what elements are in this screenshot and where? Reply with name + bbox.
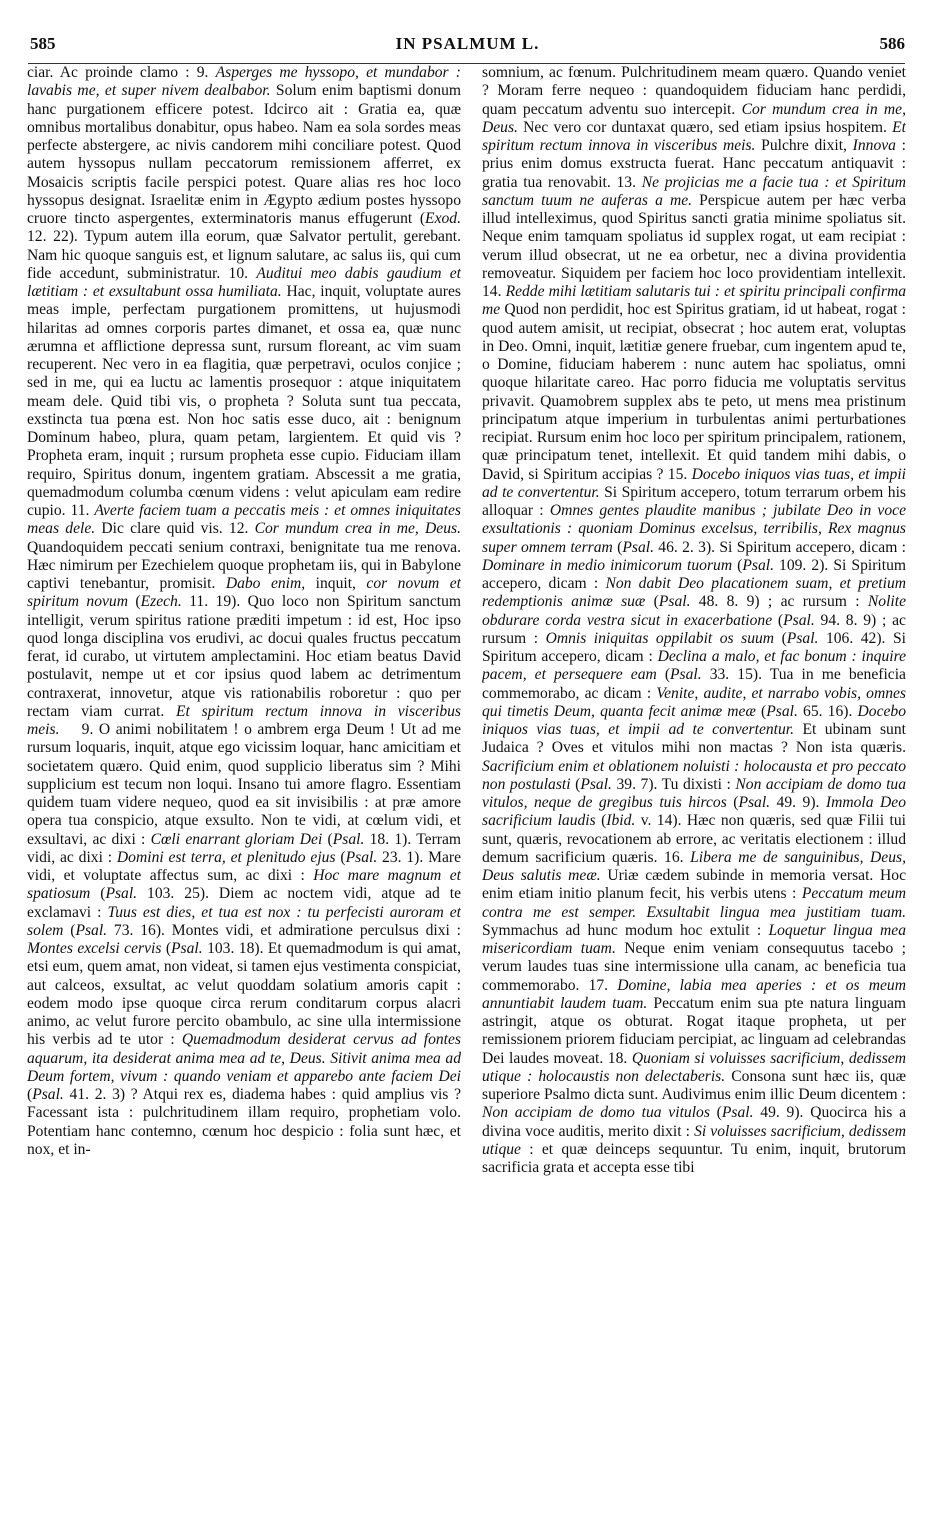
italic-text-segment: Cœli enarrant gloriam Dei [150,830,323,848]
text-segment: 49. 9). Quocirca his a divina voce auditis, merito dixit : [482,1104,906,1140]
text-segment: Neque enim veniam consequutus tacebo ; verum laudes tuas sine intermissione ulla canam, ac beneficia tua commemorabo. 17. [482,940,906,994]
text-segment: Et ubinam sunt Judaica ? Oves et vitulos mihi non mactas ? Non ista quæris. [482,721,906,757]
italic-text-segment: Hoc mare magnum et spatiosum [27,867,461,903]
text-segment: Si Spiritum accepero, totum terrarum orbem his alloquar : [482,483,906,519]
text-segment: 73. 16). Montes vidi, et admiratione perculsus dixi : [107,921,461,939]
italic-text-segment: Docebo iniquos vias tuas, et impii ad te convertentur. [482,465,906,501]
text-segment: 94. 8. 9) ; ac rursum : [482,611,906,647]
italic-text-segment: Psal. [332,830,365,848]
italic-text-segment: Psal. [75,921,108,939]
text-segment: ( [27,1086,33,1103]
text-segment: ( [322,830,333,848]
text-segment: Nec vero cor duntaxat quæro, sed etiam ipsius hospitem. [517,118,893,136]
text-segment: ( [161,940,172,957]
italic-text-segment: Psal. [658,593,691,611]
text-segment: Dic clare quid vis. 12. [95,520,255,538]
text-segment: 103. 18). Et quemadmodum is qui amat, etsi eum, quem amat, non videat, si tamen ejus vestimenta conspiciat, aut calceos, exsultat, ac velut quoddam solatium amoris capit : eodem modo ipse quoque circa rerum conditarum corpus alacri animo, ac velut furore percito obambulo, ac sine ulla intermissione his verbis ad te utor : [27,940,461,1049]
text-segment: Pulchre dixit, [755,137,853,154]
text-segment: 48. 8. 9) ; ac rursum : [690,593,868,611]
italic-text-segment: Cor mundum crea in me, Deus. [254,520,461,538]
italic-text-segment: Et spiritum rectum innova in visceribus meis. [27,702,461,738]
page-header [30,34,905,60]
text-segment: ( [645,593,659,611]
italic-text-segment: Nolite obdurare corda vestra sicut in exacerbatione [482,593,906,629]
running-title: IN PSALMUM L. [395,34,540,53]
text-segment: Quandoquidem peccati senium contraxi, benignitate tua me renova. Hæc nimirum per Ezechielem quoque prophetam iis, qui in Babylone captivi tenebantur, promisit. [27,538,461,592]
italic-text-segment: Psal. [742,556,774,574]
text-segment: ( [774,629,787,647]
italic-text-segment: Psal. [783,611,815,629]
text-segment: 23. 1). Mare vidi, et voluptate affectus sum, ac dixi : [27,848,461,884]
italic-text-segment: Psal. [32,1086,64,1103]
italic-text-segment: Psal. [345,848,378,866]
italic-text-segment: Psal. [738,794,771,811]
text-segment: 41. 2. 3) ? Atqui rex es, diadema habes : quid amplius vis ? Facessant ista : pulchritudinem illam requiro, prophetiam volo. Potentiam hanc contemno, cœnum hoc despicio : foliа sunt hæc, et nox, et in- [27,1086,461,1158]
text-segment: ( [63,921,76,939]
text-segment: 39. 7). Tu dixisti : [611,775,736,793]
text-segment: ( [335,848,346,866]
italic-text-segment: Loquetur lingua mea misericordiam tuam. [482,921,906,957]
italic-text-segment: Sacrificium enim et oblationem noluisti : holocausta et pro peccato non postulasti [482,757,906,793]
text-segment: 65. 16). [797,702,858,720]
italic-text-segment: Montes excelsi cervis [27,940,162,957]
italic-text-segment: Averte faciem tuam a peccatis meis : et omnes iniquitates meas dele. [27,502,461,538]
italic-text-segment: Asperges me hyssopo, et mundabor : lavabis me, et super nivem dealbabor. [27,64,461,100]
text-segment: Symmachus ad hunc modum hoc extulit : [482,921,769,939]
italic-text-segment: Psal. [766,702,798,720]
italic-text-segment: Omnes gentes plaudite manibus ; jubilate Deo in voce exsultationis : quoniam Dominus excelsus, terribilis, Rex magnus super omnem terram [482,502,906,556]
italic-text-segment: Non accipiam de domo tua vitulos, neque de gregibus tuis hircos [482,775,906,811]
italic-text-segment: Innova [852,137,896,154]
italic-text-segment: Psal. [670,666,702,684]
page-number-left: 585 [30,34,56,53]
text-segment: ( [656,666,671,684]
italic-text-segment: Domini est terra, et plenitudo ejus [116,848,336,866]
text-segment: ( [732,556,743,574]
text-segment: Perspicue autem per hæc verba illud intelleximus, quod Spiritus sancti gratia minime spoliatus sit. Neque enim tamquam spoliatus id supplex rogat, ut eam recipiat : verum illud obsecrat, ut ne ea orbetur, nec a divina providentia removeatur. Siquidem per faciem hoc loco providentiam intellexit. 14. [482,191,906,300]
text-segment: 103. 25). Diem ac noctem vidi, atque ad te exclamavi : [27,885,461,921]
italic-text-segment: Peccatum meum contra me est semper. Exsultabit lingua mea justitiam tuam. [482,885,906,921]
text-segment: Solum enim baptismi donum hanc purgationem efficere potest. Idcirco ait : Gratia ea, quæ omnibus mortalibus donabitur, opus habeo. Nam ea sola sordes meas perfecte abstergere, ac nivis candorem mihi conciliare potest. Quod autem hyssopus nullam peccatorum remissionem afferret, ex Mosaicis scriptis facile perspici potest. Quare alias res hoc loco hyssopus designat. Israelitæ enim in Ægypto ædium postes hyssopo cruore tincto aspergentes, exterminatoris manus effugerunt ( [27,82,461,227]
text-segment: ( [755,702,767,720]
italic-text-segment: Tuus est dies, et tua est nox : tu perfecisti auroram et solem [27,903,461,939]
text-segment: 18. 1). Terram vidi, ac dixi : [27,830,461,866]
text-segment: ( [726,794,739,811]
text-segment: ( [772,611,784,629]
column-right-paragraph [482,64,906,1177]
text-segment: Hac, inquit, voluptate aures meas imple, perfectam purgationem promittens, ut hujusmodi hilaritas ad omnes corporis partes dimanet, et ossa ea, quæ nunc ærumna et afflictione depressa sunt, rursum floreant, ac vim suam recuperent. Nec vero in ea flagitia, quæ perpetravi, oculos conjice ; sed in me, qui ea luctu ac lamentis prosequor : atque iniquitatem meam dele. Quid tibi vis, o propheta ? Soluta sunt tua peccata, exstincta tua pœna est. Non hoc satis esse duco, ait : benignum Dominum habeo, plura, quam petam, largientem. Et quid vis ? Propheta eram, inquit ; rursum propheta esse cupio. Fiduciam illam requiro, Spiritus donum, ingentem gratiam. Abscessit a me gratia, quemadmodum columba cœnum videns : velut apiculam eam redire cupio. 11. [27,283,461,519]
page-number-right: 586 [879,34,905,53]
text-segment: : et quæ deinceps sequuntur. Tu enim, inquit, brutorum sacrificia grata et accepta esse tibi [482,1140,906,1176]
italic-text-segment: Auditui meo dabis gaudium et lætitiam : et exsultabunt ossa humiliata. [27,264,461,300]
italic-text-segment: Non dabit Deo placationem suam, et pretium redemptionis animæ suæ [482,575,906,611]
italic-text-segment: Ezech. [140,593,182,611]
italic-text-segment: Immola Deo sacrificium laudis [482,794,906,830]
text-segment: 109. 2). Si Spiritum accepero, dicam : [482,556,906,592]
italic-text-segment: Si voluisses sacrificium, dedissem utique [482,1122,906,1158]
italic-text-segment: Psal. [721,1104,754,1122]
italic-text-segment: Ne projicias me a facie tua : et Spiritum sanctum tuum ne auferas a me. [482,173,906,209]
italic-text-segment: Cor mundum crea in me, Deus. [482,100,906,136]
italic-text-segment: Docebo iniquos vias tuas, et impii ad te convertentur. [482,702,906,738]
italic-text-segment: Quemadmodum desiderat cervus ad fontes aquarum, ita desiderat anima mea ad te, Deus. Sitivit anima mea ad Deum fortem, vivum : quando veniam et apparebo ante faciem Dei [27,1031,461,1085]
italic-text-segment: cor novum et spiritum novum [27,575,461,611]
text-segment: ( [128,593,141,611]
italic-text-segment: Ibid. [606,812,636,830]
text-segment: 33. 15). Tua in me beneficia commemorabo, ac dicam : [482,666,906,702]
text-segment: Consona sunt hæc iis, quæ superiore Psalmo dicta sunt. Audivimus enim illic Deum dicentem : [482,1067,906,1103]
text-segment: ( [612,538,623,556]
text-segment: Quod non perdidit, hoc est Spiritus gratiam, id ut habeat, rogat : quod autem amisit, ut recipiat, obsecrat ; hoc autem erat, voluptas in Deo. Omni, inquit, lætitiæ genere fruebar, cum ingentem apud te, o Domine, fiduciam haberem : nunc autem hac spoliatus, omni quoque hilaritate careo. Hac porro fiducia me voluptatis servitus privavit. Quamobrem supplex abs te peto, ut mens mea pristinum principatum atque imperium in turbulentas animi perturbationes recipiat. Rursum enim hoc loco per spiritum principalem, rationem, quæ principatum tenet, intellexit. Et quid tandem mihi dabis, o David, si Spiritum accipias ? 15. [482,301,906,483]
text-segment: Peccatum enim sua pte natura linguam astringit, atque os obturat. Rogat itaque propheta, ut per remissionem priorem fiduciam percipiat, ac linguam ad celebrandas Dei laudes moveat. 18. [482,994,906,1067]
italic-text-segment: Declina a malo, et fac bonum : inquire pacem, et persequere eam [482,648,906,684]
text-segment: ( [709,1104,722,1122]
text-column-left [27,64,461,1524]
italic-text-segment: Et spiritum rectum innova in visceribus meis. [482,118,906,154]
italic-text-segment: Dabo enim, [225,575,306,592]
italic-text-segment: Domine, labia mea aperies : et os meum annuntiabit laudem tuam. [482,976,906,1012]
italic-text-segment: Psal. [786,629,819,647]
italic-text-segment: Psal. [622,538,654,556]
column-left-paragraph [27,64,461,1159]
text-segment: ( [570,775,581,793]
text-column-right [482,64,906,1524]
text-segment: v. 14). Hæc non quæris, sed quæ Filii tui sunt, quæris, revocationem ab errore, ac veritatis electionem : illud demum sacrificium quæris. 16. [482,812,906,866]
italic-text-segment: Redde mihi lætitiam salutaris tui : et spiritu principali confirma me [482,283,906,319]
text-segment: inquit, [305,575,367,592]
italic-text-segment: Psal. [105,885,138,903]
text-segment: 11. 19). Quo loco non Spiritum sanctum intelligit, verum spiritus ratione præditi impetum : id est, Hoc ipso quod longa disciplina vos erudivi, ac docui quales fructus peccatum ferat, id curabo, ut virtutem amplectamini. Hoc etiam beatus David postulavit, nempe ut et cor ipsius quod labem ac detrimentum contraxerat, innovetur, atque vis rationabilis roboretur : quo per rectam viam currat. [27,593,461,720]
italic-text-segment: Omnis iniquitas oppilabit os suum [545,629,775,647]
text-segment: ( [90,885,106,903]
text-segment: ciar. Ac proinde clamo : 9. [27,64,216,81]
italic-text-segment: Quoniam si voluisses sacrificium, dedissem utique : holocaustis non delectaberis. [482,1049,906,1085]
text-segment: 106. 42). Si Spiritum accepero, dicam : [482,629,906,665]
italic-text-segment: Libera me de sanguinibus, Deus, Deus salutis meæ. [482,848,906,884]
text-segment: somnium, ac fœnum. Pulchritudinem meam quæro. Quando veniet ? Moram ferre nequeo : quandoquidem fiduciam hanc perdidi, quam peccatum adventu suo intercepit. [482,64,906,118]
text-segment: 12. 22). Typum autem illa eorum, quæ Salvator pertulit, gerebant. Nam hic quoque sanguis est, et lignum salutare, ac salus iis, qui cum fide accedunt, subministratur. 10. [27,228,461,282]
italic-text-segment: Exod. [425,210,461,227]
italic-text-segment: Venite, audite, et narrabo vobis, omnes qui timetis Deum, quanta fecit animæ meæ [482,684,906,720]
italic-text-segment: Non accipiam de domo tua vitulos [482,1104,710,1122]
text-segment: 49. 9). [770,794,826,811]
text-segment: ( [595,812,607,830]
italic-text-segment: Dominare in medio inimicorum tuorum [482,556,733,574]
text-segment: 9. O animi nobilitatem ! o ambrem erga Deum ! Ut ad me rursum loquaris, inquit, atque ego vicissim loquar, hanc amicitiam et societatem quæro. Quid enim, quod supplicio liberatus sim ? Mihi supplicium est tecum non loqui. Insano tui amore flagro. Essentiam quidem tuam videre nequeo, quod ea sit invisibilis : at præ amore opera tua conspicio, atque exsulto. Non te vidi, at cœlum vidi, et exsultavi, ac dixi : [27,721,461,848]
italic-text-segment: Psal. [171,940,203,957]
text-segment: 46. 2. 3). Si Spiritum accepero, dicam : [653,538,906,556]
text-segment: : prius enim domus exstructa fuerat. Hanc peccatum antiquavit : gratia tua renovabit. 13. [482,137,906,191]
text-segment: Uriæ cædem subinde in memoria versat. Hoc enim etiam initio planum fecit, his verbis utens : [482,867,906,903]
italic-text-segment: Psal. [580,775,612,793]
